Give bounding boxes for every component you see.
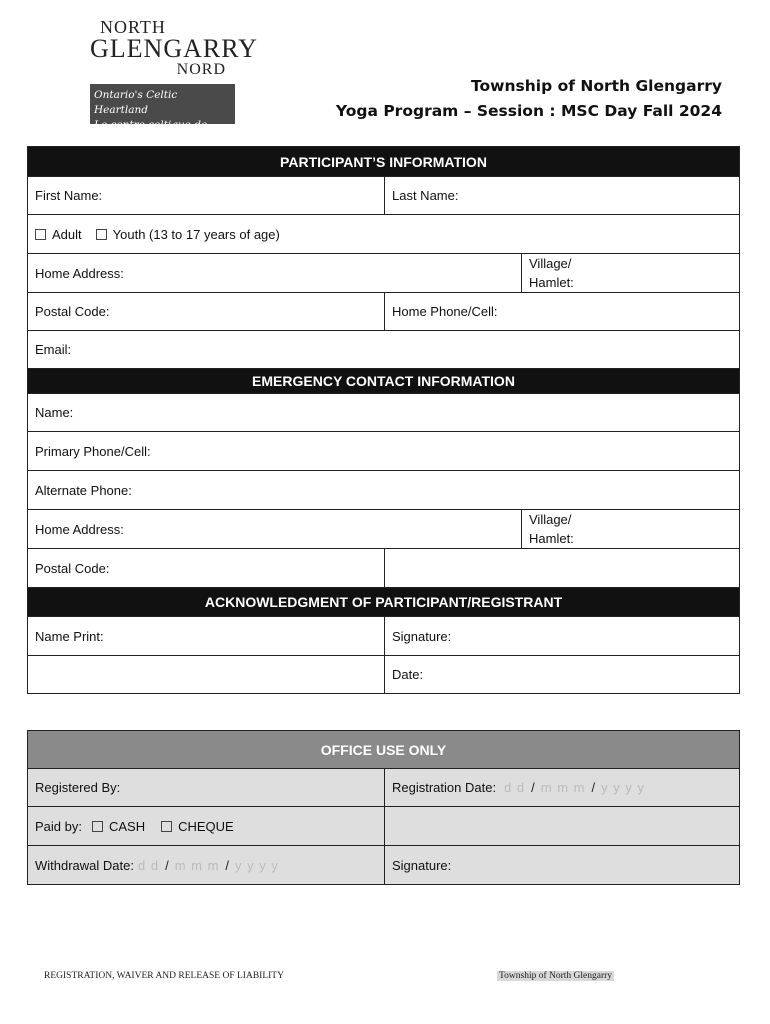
participant-header-text: PARTICIPANT’S INFORMATION <box>280 153 487 170</box>
date-field[interactable] <box>385 656 739 693</box>
name-print-field[interactable] <box>28 617 384 655</box>
withdrawal-month-placeholder[interactable]: m m m <box>174 857 220 873</box>
hamlet-label: Hamlet: <box>529 275 574 290</box>
document-title <box>336 74 722 124</box>
title-program: Yoga Program – Session : MSC Day Fall 2024 <box>335 102 722 120</box>
home-phone-label: Home Phone/Cell: <box>392 304 498 319</box>
home-address-label: Home Address: <box>35 265 124 281</box>
date-row <box>27 655 740 694</box>
emergency-village-field[interactable] <box>522 510 739 548</box>
cheque-label: CHEQUE <box>178 818 234 834</box>
alternate-phone-label: Alternate Phone: <box>35 482 132 498</box>
email-field[interactable] <box>28 331 739 368</box>
registered-by-label: Registered By: <box>35 780 121 795</box>
emergency-hamlet-label: Hamlet: <box>529 531 574 546</box>
postal-code-label: Postal Code: <box>35 304 110 319</box>
cash-label: CASH <box>108 818 146 834</box>
office-signature-field[interactable] <box>385 846 739 884</box>
logo-tagline-fr: Le centre celtique de l'Ontario <box>94 119 208 146</box>
email-row <box>27 330 740 369</box>
youth-checkbox[interactable] <box>96 229 107 240</box>
village-label: Village/ <box>529 256 572 271</box>
name-print-label: Name Print: <box>35 628 104 644</box>
registration-date-field[interactable] <box>385 769 739 806</box>
logo-tagline-en: Ontario's Celtic Heartland <box>94 89 178 116</box>
logo-line-nord: NORD <box>176 61 226 78</box>
date-separator: / <box>591 780 596 795</box>
emergency-postal-blank[interactable] <box>385 549 739 587</box>
village-hamlet-field[interactable] <box>522 254 739 292</box>
title-township: Township of North Glengarry <box>470 77 722 95</box>
office-section-header <box>27 730 740 769</box>
name-row <box>27 176 740 215</box>
adult-checkbox[interactable] <box>35 229 46 240</box>
first-name-field[interactable] <box>28 177 384 214</box>
registration-day-placeholder[interactable]: d d <box>504 780 526 795</box>
home-address-row <box>27 253 740 293</box>
emergency-postal-field[interactable] <box>28 549 384 587</box>
postal-code-field[interactable] <box>28 293 384 330</box>
date-label: Date: <box>392 667 424 682</box>
postal-phone-row <box>27 292 740 331</box>
paid-by-field <box>28 807 384 845</box>
email-label: Email: <box>35 342 72 357</box>
withdrawal-year-placeholder[interactable]: y y y y <box>235 857 279 873</box>
participant-section-header <box>27 146 740 177</box>
withdrawal-day-placeholder[interactable]: d d <box>137 857 160 873</box>
acknowledgment-header-text: ACKNOWLEDGMENT OF PARTICIPANT/REGISTRANT <box>204 594 563 610</box>
withdrawal-row <box>27 845 740 885</box>
date-row-blank <box>28 656 384 693</box>
township-logo <box>90 17 258 146</box>
paid-by-row <box>27 806 740 846</box>
date-separator: / <box>165 857 169 873</box>
acknowledgment-section-header <box>27 587 740 617</box>
alternate-phone-field[interactable] <box>28 471 739 509</box>
emergency-address-field[interactable] <box>28 510 521 548</box>
emergency-header-text: EMERGENCY CONTACT INFORMATION <box>252 373 515 389</box>
primary-phone-field[interactable] <box>28 432 739 470</box>
age-group-cell <box>28 215 739 253</box>
emergency-section-header <box>27 368 740 394</box>
office-signature-label: Signature: <box>392 857 452 873</box>
paid-by-label: Paid by: <box>35 818 82 834</box>
withdrawal-date-label: Withdrawal Date: <box>35 857 134 873</box>
youth-label: Youth (13 to 17 years of age) <box>112 226 280 242</box>
registered-by-row <box>27 768 740 807</box>
last-name-label: Last Name: <box>392 188 459 203</box>
home-phone-field[interactable] <box>385 293 739 330</box>
registration-year-placeholder[interactable]: y y y y <box>601 780 645 795</box>
primary-phone-row <box>27 431 740 471</box>
footer-township-name: Township of North Glengarry <box>499 971 613 981</box>
logo-tagline-badge <box>90 84 235 146</box>
date-separator: / <box>225 857 230 873</box>
emergency-village-label: Village/ <box>529 512 572 527</box>
cheque-checkbox[interactable] <box>161 821 172 832</box>
name-signature-row <box>27 616 740 656</box>
first-name-label: First Name: <box>35 188 103 203</box>
emergency-postal-label: Postal Code: <box>35 560 110 576</box>
adult-label: Adult <box>52 226 82 242</box>
emergency-name-label: Name: <box>35 405 74 420</box>
office-header-text: OFFICE USE ONLY <box>320 741 447 758</box>
emergency-address-row <box>27 509 740 549</box>
logo-line-north: NORTH <box>100 17 166 37</box>
home-address-field[interactable] <box>28 254 521 292</box>
emergency-address-label: Home Address: <box>35 521 124 537</box>
logo-line-glengarry: GLENGARRY <box>90 34 258 63</box>
footer-document-name: REGISTRATION, WAIVER AND RELEASE OF LIABILITY <box>44 971 284 981</box>
withdrawal-date-field[interactable] <box>28 846 384 884</box>
last-name-field[interactable] <box>385 177 739 214</box>
registration-month-placeholder[interactable]: m m m <box>540 780 586 795</box>
paid-by-blank <box>385 807 739 845</box>
registration-date-label: Registration Date: <box>392 780 497 795</box>
alternate-phone-row <box>27 470 740 510</box>
primary-phone-label: Primary Phone/Cell: <box>35 443 151 459</box>
cash-checkbox[interactable] <box>92 821 103 832</box>
age-group-row <box>27 214 740 254</box>
emergency-name-field[interactable] <box>28 394 739 431</box>
signature-field[interactable] <box>385 617 739 655</box>
registered-by-field[interactable] <box>28 769 384 806</box>
signature-label: Signature: <box>392 628 452 644</box>
date-separator: / <box>531 780 535 795</box>
emergency-name-row <box>27 393 740 432</box>
emergency-postal-row <box>27 548 740 588</box>
